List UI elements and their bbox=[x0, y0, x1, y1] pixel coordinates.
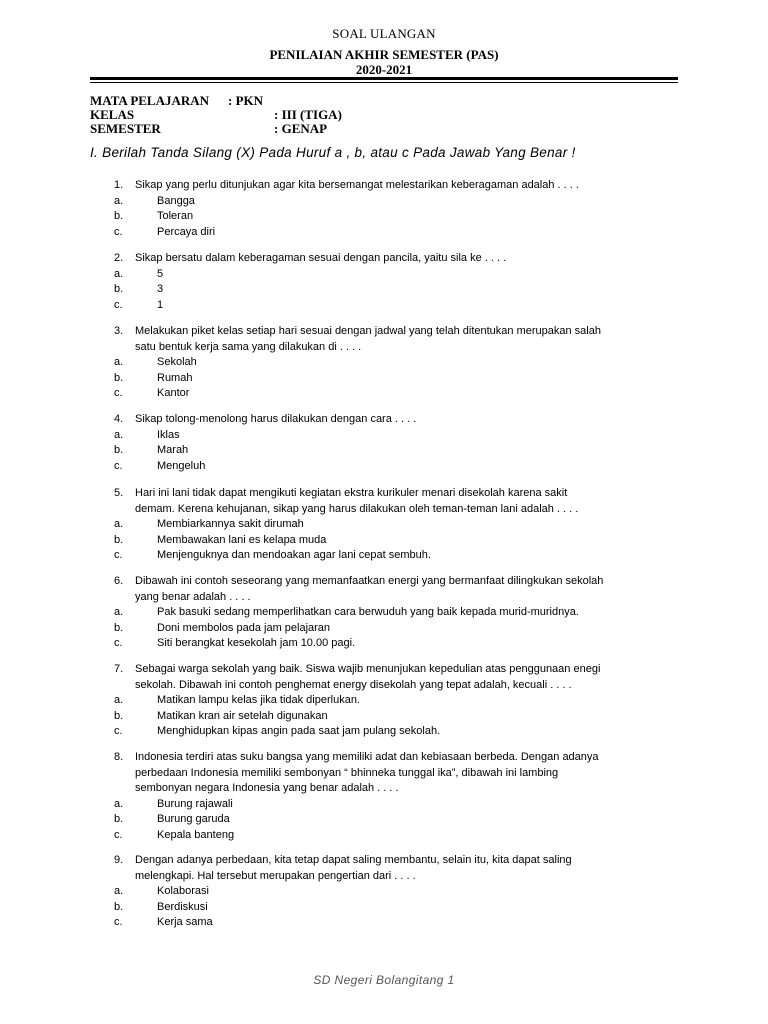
option-letter: a. bbox=[114, 428, 124, 441]
option-letter: c. bbox=[114, 725, 123, 737]
option-letter: a. bbox=[114, 356, 124, 368]
option-letter: b. bbox=[114, 813, 124, 825]
question-number: 6. bbox=[114, 575, 124, 587]
question-text: demam. Kerena kehujanan, sikap yang harus dilakukan oleh teman-teman lani adalah . . . . bbox=[135, 502, 579, 515]
question-text: melengkapi. Hal tersebut merupakan pengertian dari . . . . bbox=[135, 869, 416, 882]
option-text: Kepala banteng bbox=[157, 828, 235, 841]
option-text: Burung garuda bbox=[157, 813, 230, 825]
option-text: Doni membolos pada jam pelajaran bbox=[157, 621, 331, 634]
question-number: 3. bbox=[114, 325, 124, 337]
meta-value: : III (TIGA) bbox=[274, 107, 342, 122]
meta-value: : GENAP bbox=[274, 121, 328, 136]
option-letter: a. bbox=[114, 885, 124, 897]
option-letter: b. bbox=[114, 709, 124, 722]
option-text: Percaya diri bbox=[157, 225, 216, 238]
option-text: Siti berangkat kesekolah jam 10.00 pagi. bbox=[157, 637, 356, 649]
option-letter: a. bbox=[114, 606, 124, 618]
question-text: Dengan adanya perbedaan, kita tetap dapat saling membantu, selain itu, kita dapat saling bbox=[135, 854, 572, 866]
option-letter: c. bbox=[114, 549, 123, 561]
option-letter: a. bbox=[114, 694, 124, 706]
option-letter: c. bbox=[114, 387, 123, 399]
question-text: Sebagai warga sekolah yang baik. Siswa wajib menunjukan kepedulian atas penggunaan enegi bbox=[135, 663, 601, 675]
option-text: Rumah bbox=[157, 371, 193, 384]
option-text: Membiarkannya sakit dirumah bbox=[157, 518, 304, 530]
question-number: 9. bbox=[114, 854, 124, 866]
option-letter: c. bbox=[114, 225, 123, 238]
option-text: Burung rajawali bbox=[157, 797, 233, 810]
option-letter: c. bbox=[114, 637, 123, 649]
meta-value: : PKN bbox=[228, 93, 264, 108]
meta-label: KELAS bbox=[90, 107, 135, 122]
question-text: Sikap bersatu dalam keberagaman sesuai dengan pancila, yaitu sila ke . . . . bbox=[135, 252, 507, 264]
option-letter: b. bbox=[114, 283, 124, 295]
option-letter: a. bbox=[114, 267, 124, 280]
option-text: 3 bbox=[157, 283, 164, 295]
option-letter: b. bbox=[114, 900, 124, 913]
meta-label: SEMESTER bbox=[90, 121, 161, 136]
option-text: Kolaborasi bbox=[157, 885, 209, 897]
question-number: 7. bbox=[114, 663, 124, 675]
option-text: Marah bbox=[157, 444, 189, 456]
question-text: yang benar adalah . . . . bbox=[135, 590, 251, 603]
option-text: 5 bbox=[157, 267, 164, 280]
option-letter: c. bbox=[114, 828, 123, 841]
instruction-text: I. Berilah Tanda Silang (X) Pada Huruf a , b, atau c Pada Jawab Yang Benar ! bbox=[90, 145, 576, 160]
question-number: 1. bbox=[114, 179, 124, 191]
question-text: sembonyan negara Indonesia yang benar adalah . . . . bbox=[135, 782, 399, 794]
question-number: 8. bbox=[114, 751, 124, 763]
option-letter: b. bbox=[114, 210, 124, 222]
question-text: sekolah. Dibawah ini contoh penghemat energy disekolah yang tepat adalah, kecuali . . . . bbox=[135, 678, 572, 691]
option-text: Menjenguknya dan mendoakan agar lani cepat sembuh. bbox=[157, 549, 431, 561]
option-letter: a. bbox=[114, 194, 124, 207]
question-text: Indonesia terdiri atas suku bangsa yang memiliki adat dan kebiasaan berbeda. Dengan adanya bbox=[135, 751, 599, 763]
document-subtitle: PENILAIAN AKHIR SEMESTER (PAS) bbox=[269, 47, 499, 62]
option-text: Sekolah bbox=[157, 356, 197, 368]
option-text: Mengeluh bbox=[157, 459, 206, 472]
option-letter: b. bbox=[114, 621, 124, 634]
option-letter: c. bbox=[114, 459, 123, 472]
question-text: Sikap tolong-menolong harus dilakukan dengan cara . . . . bbox=[135, 413, 417, 425]
school-footer: SD Negeri Bolangitang 1 bbox=[313, 973, 455, 987]
header-rule-thin bbox=[90, 82, 678, 83]
academic-year: 2020-2021 bbox=[355, 62, 413, 77]
option-text: 1 bbox=[157, 298, 164, 311]
option-text: Berdiskusi bbox=[157, 900, 208, 913]
option-letter: b. bbox=[114, 533, 124, 546]
question-text: Dibawah ini contoh seseorang yang memanfaatkan energi yang bermanfaat dilingkukan sekolah bbox=[135, 575, 604, 587]
question-text: Hari ini lani tidak dapat mengikuti kegiatan ekstra kurikuler menari disekolah karena sakit bbox=[135, 487, 568, 499]
option-text: Pak basuki sedang memperlihatkan cara berwuduh yang baik kepada murid-muridnya. bbox=[157, 606, 579, 618]
option-text: Menghidupkan kipas angin pada saat jam pulang sekolah. bbox=[157, 725, 441, 737]
option-text: Toleran bbox=[157, 210, 194, 222]
question-number: 5. bbox=[114, 487, 124, 499]
option-letter: a. bbox=[114, 797, 124, 810]
option-letter: b. bbox=[114, 371, 124, 384]
option-letter: a. bbox=[114, 518, 124, 530]
option-letter: b. bbox=[114, 444, 124, 456]
question-text: Melakukan piket kelas setiap hari sesuai dengan jadwal yang telah ditentukan merupakan salah bbox=[135, 325, 601, 337]
question-number: 2. bbox=[114, 252, 124, 264]
option-text: Bangga bbox=[157, 194, 195, 207]
header-rule-thick bbox=[90, 77, 678, 80]
option-text: Kerja sama bbox=[157, 916, 213, 928]
option-text: Matikan lampu kelas jika tidak diperlukan. bbox=[157, 694, 360, 706]
question-number: 4. bbox=[114, 413, 124, 425]
question-text: satu bentuk kerja sama yang dilakukan di . . . . bbox=[135, 340, 362, 353]
option-text: Iklas bbox=[157, 428, 180, 441]
question-text: perbedaan Indonesia memiliki sembonyan “ bhinneka tunggal ika”, dibawah ini lambing bbox=[135, 766, 559, 779]
option-text: Membawakan lani es kelapa muda bbox=[157, 533, 327, 546]
meta-label: MATA PELAJARAN bbox=[90, 93, 210, 108]
question-text: Sikap yang perlu ditunjukan agar kita bersemangat melestarikan keberagaman adalah . . . . bbox=[135, 179, 579, 191]
option-text: Matikan kran air setelah digunakan bbox=[157, 709, 328, 722]
document-title: SOAL ULANGAN bbox=[332, 26, 436, 41]
option-letter: c. bbox=[114, 916, 123, 928]
option-text: Kantor bbox=[157, 387, 190, 399]
option-letter: c. bbox=[114, 298, 123, 311]
